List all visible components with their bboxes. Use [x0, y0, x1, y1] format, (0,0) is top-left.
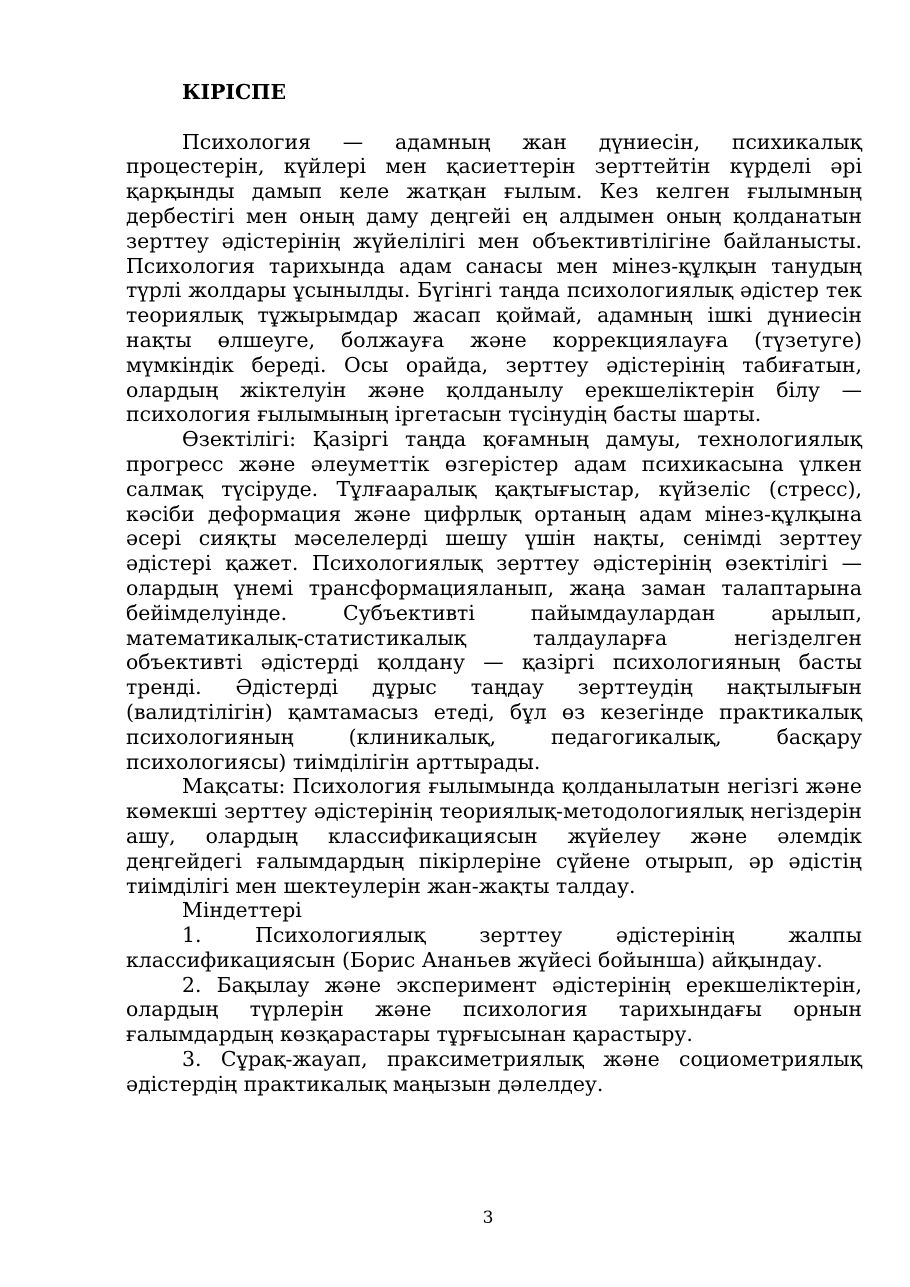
section-heading: КІРІСПЕ — [182, 80, 286, 104]
goal-paragraph: Мақсаты: Психология ғылымында қолданылатын негізгі және көмекші зерттеу әдістерінің теориялық-методологиялық негіздерін ашу, олардың классификациясын жүйелеу және әлемдік деңгейдегі ғалымдардың пікірлеріне сүйене отырып, әр әдістің тиімділігі мен шектеулерін жан-жақты талдау. — [126, 774, 862, 898]
document-page — [126, 80, 862, 1097]
task-item-3: 3. Сұрақ-жауап, праксиметриялық және социометриялық әдістердің практикалық маңызын дәлелдеу. — [126, 1047, 862, 1096]
tasks-heading: Міндеттері — [182, 898, 302, 923]
task-item-2: 2. Бақылау және эксперимент әдістерінің ерекшеліктерін, олардың түрлерін және психология тарихындағы орнын ғалымдардың көзқарастары тұрғысынан қарастыру. — [126, 972, 862, 1047]
task-item-1: 1. Психологиялық зерттеу әдістерінің жалпы классификациясын (Борис Ананьев жүйесі бойынша) айқындау. — [126, 923, 862, 972]
page-number: 3 — [482, 1208, 494, 1228]
intro-paragraph: Психология — адамның жан дүниесін, психикалық процестерін, күйлері мен қасиеттерін зерттейтін күрделі әрі қарқынды дамып келе жатқан ғылым. Кез келген ғылымның дербестігі мен оның даму деңгейі ең алдымен оның қолданатын зерттеу әдістерінің жүйелілігі мен объективтілігіне байланысты. Психология тарихында адам санасы мен мінез-құлқын танудың түрлі жолдары ұсынылды. Бүгінгі таңда психологиялық әдістер тек теориялық тұжырымдар жасап қоймай, адамның ішкі дүниесін нақты өлшеуге, болжауға және коррекциялауға (түзетуге) мүмкіндік береді. Осы орайда, зерттеу әдістерінің табиғатын, олардың жіктелуін және қолданылу ерекшеліктерін білу — психология ғылымының іргетасын түсінудің басты шарты. — [126, 129, 862, 427]
relevance-paragraph: Өзектілігі: Қазіргі таңда қоғамның дамуы, технологиялық прогресс және әлеуметтік өзгерістер адам психикасына үлкен салмақ түсіруде. Тұлғааралық қақтығыстар, күйзеліс (стресс), кәсіби деформация және цифрлық ортаның адам мінез-құлқына әсері сияқты мәселелерді шешу үшін нақты, сенімді зерттеу әдістері қажет. Психологиялық зерттеу әдістерінің өзектілігі — олардың үнемі трансформацияланып, жаңа заман талаптарына бейімделуінде. Субъективті пайымдаулардан арылып, математикалық-статистикалық талдауларға негізделген объективті әдістерді қолдану — қазіргі психологияның басты тренді. Әдістерді дұрыс таңдау зерттеудің нақтылығын (валидтілігін) қамтамасыз етеді, бұл өз кезегінде практикалық психологияның (клиникалық, педагогикалық, басқару психологиясы) тиімділігін арттырады. — [126, 427, 862, 774]
